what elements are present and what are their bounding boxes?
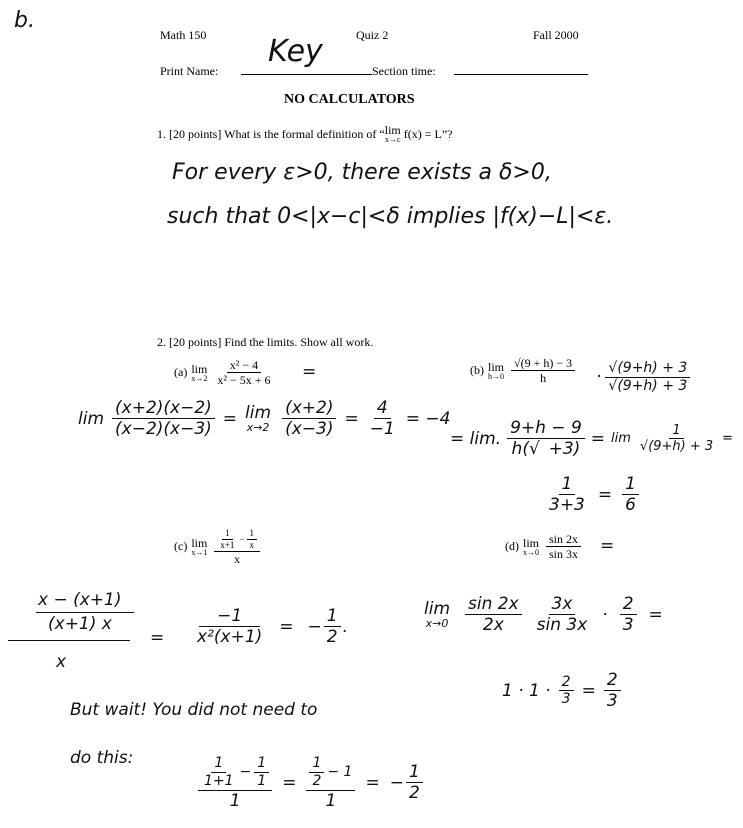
q2c-w1-main-bar <box>8 640 130 641</box>
q2a-lim-word: lim <box>191 361 208 376</box>
q2c-w3-half <box>309 755 324 790</box>
q2c-lim <box>191 537 207 557</box>
name-value: Key <box>268 34 323 69</box>
q2c-problem <box>174 528 260 566</box>
q2b-numerator: √(9 + h) − 3 <box>511 356 575 371</box>
q2c-w3-eq: = <box>282 772 297 793</box>
print-name-label: Print Name: <box>160 64 219 78</box>
q2c-note-line1: But wait! You did not need to <box>70 700 318 720</box>
q2c-w2-dot: . <box>342 616 348 637</box>
q2a-result: = −4 <box>405 408 451 429</box>
q2c-w2-fraction <box>194 606 265 648</box>
q2c-w1-mid: (x+1) x <box>48 614 112 634</box>
q2d-w1-f2-num: 3x <box>549 594 576 615</box>
q2d-fraction <box>546 532 581 562</box>
q2d-numerator: sin 2x <box>546 532 581 547</box>
q2c-w3-res-den: 2 <box>408 783 420 804</box>
section-time-underline <box>454 74 588 75</box>
q2c-num-a-d: x+1 <box>220 539 235 550</box>
q2d-w2-res-den: 3 <box>606 691 618 712</box>
term-label: Fall 2000 <box>533 28 579 42</box>
q2d-work-line2 <box>502 670 621 712</box>
q2c-w1-top: x − (x+1) <box>38 590 122 610</box>
course-label: Math 150 <box>160 28 207 42</box>
q2c-w1-inner-bar <box>36 612 134 613</box>
q2d-lim <box>523 537 539 557</box>
q2d-w2-f-num: 2 <box>559 674 574 692</box>
q2d-w2-result <box>604 670 621 712</box>
q2a-w1-den: (x−2)(x−3) <box>115 419 212 440</box>
q2a-w2-eq: = <box>344 408 359 429</box>
q2b-w2-eq: = <box>597 484 613 505</box>
q2d-w1-lim <box>424 598 451 630</box>
q2b-w2-result-den: 6 <box>625 495 636 516</box>
quiz-label: Quiz 2 <box>356 28 389 42</box>
q2c-w2 <box>194 606 348 648</box>
q2d-denominator: sin 3x <box>549 547 579 562</box>
q2c-w2-res-num: 1 <box>324 606 341 627</box>
q2d-lim-sub: x→0 <box>523 547 539 557</box>
q2b-conj-fraction <box>605 360 690 395</box>
q2c-numerator <box>214 528 260 552</box>
q2d-w1-f3-num: 2 <box>620 594 637 615</box>
q2a-w2-fraction <box>282 398 336 440</box>
q2b-lim <box>488 361 504 381</box>
q2b-w2-num: 1 <box>559 474 576 495</box>
q2c-w1-eq: = <box>150 628 165 648</box>
q2a-w1-fraction <box>112 398 215 440</box>
section-time-label: Section time: <box>372 64 436 78</box>
q2b-denominator: h <box>540 371 547 386</box>
q2c-w3-minus: − <box>239 763 252 780</box>
q2d-work-line1 <box>424 594 663 636</box>
q2a-w2-lim-word: lim <box>245 402 272 423</box>
q2a-w3-num: 4 <box>374 398 391 419</box>
q2a-lim-sub: x→2 <box>191 373 208 383</box>
q1-lim-word: lim <box>384 123 401 137</box>
q2c-num-frac-b <box>247 528 258 551</box>
q2c-w3-fraction <box>198 755 272 811</box>
q2c-w3-fraction2 <box>306 755 355 811</box>
q2a-label: (a) <box>174 365 188 380</box>
q2c-w2-res-sign: − <box>307 616 322 637</box>
q2d-w2-f-den: 3 <box>561 691 571 708</box>
q2b-work-line2 <box>546 474 639 516</box>
q2a-lim <box>191 363 207 383</box>
q2b-w1-eq2: = <box>722 431 734 447</box>
q2c-num-a-n: 1 <box>222 528 233 540</box>
q2c-w2-result <box>308 606 348 648</box>
q2b-w1-eq: = <box>590 428 606 449</box>
q2d-hw-equals: = <box>600 536 615 556</box>
q2a-w3-fraction <box>367 398 398 440</box>
q2d-w1-frac2 <box>534 594 591 636</box>
q2b-w2-fraction <box>546 474 588 516</box>
q2b-w1-num2: 1 <box>669 423 683 440</box>
q2c-num-minus: − <box>239 533 245 544</box>
q2d-w1-frac1 <box>465 594 522 636</box>
q2b-w1-den2: √(9+h) + 3 <box>639 439 714 455</box>
q2a-hw-equals: = <box>302 362 317 382</box>
name-underline <box>241 74 372 75</box>
q2b-fraction <box>511 356 575 386</box>
q1-prompt-post: f(x) = L”? <box>403 126 453 141</box>
q2a-numerator: x² − 4 <box>227 358 261 373</box>
q2c-w3 <box>198 752 423 811</box>
q2d-w1-f2-den: sin 3x <box>536 615 588 636</box>
q2a-w1-num: (x+2)(x−2) <box>112 398 215 419</box>
q2c-lim-sub: x→1 <box>191 547 208 557</box>
q2d-w2-pre: 1 · 1 · <box>502 680 551 701</box>
q2d-label: (d) <box>505 539 519 554</box>
q2d-w2-res-num: 2 <box>604 670 621 691</box>
q2a-problem <box>174 358 273 388</box>
q2a-w2-num: (x+2) <box>282 398 336 419</box>
q2b-w1-num: 9+h − 9 <box>507 418 585 439</box>
q2c-w3-n2-rest: − 1 <box>327 763 353 780</box>
q2d-w1-eq: = <box>648 604 663 625</box>
q1-lim <box>385 124 401 144</box>
q2c-lim-word: lim <box>191 535 208 550</box>
q1-answer-line1: For every ε>0, there exists a δ>0, <box>172 160 552 185</box>
q2b-conjugate <box>596 360 690 395</box>
q1-lim-sub: x→c <box>384 135 401 144</box>
q2d-w1-f1-num: sin 2x <box>465 594 522 615</box>
q2c-num-b-n: 1 <box>247 528 258 540</box>
q2b-conj-num: √(9+h) + 3 <box>605 360 690 378</box>
q2a-w3-den: −1 <box>369 419 395 440</box>
q2c-w3-res-frac <box>406 762 423 804</box>
q2c-w3-b-d: 1 <box>257 772 267 789</box>
q2c-w3-half-n: 1 <box>309 755 324 773</box>
q2a-work <box>78 398 450 440</box>
q2d-w1-lim-sub: x→0 <box>425 616 449 630</box>
q2b-conj-den: √(9+h) + 3 <box>608 377 688 394</box>
q2d-w1-f1-den: 2x <box>482 615 504 636</box>
q2a-w1-eq: = <box>222 408 238 429</box>
q2c-num-frac-a <box>217 528 237 551</box>
q2d-w1-frac3 <box>620 594 637 636</box>
q2b-w1-lim: lim <box>611 431 631 447</box>
corner-mark: b. <box>14 8 35 33</box>
q2c-fraction <box>214 528 260 566</box>
q2b-label: (b) <box>470 363 484 378</box>
q2d-w2-eq: = <box>581 680 596 701</box>
q2c-w3-num <box>198 755 272 791</box>
q2c-w3-a <box>201 755 237 790</box>
q2b-w1-fraction2 <box>637 423 716 455</box>
q2c-w3-result <box>390 762 423 804</box>
q2b-w1-den: h(√ +3) <box>511 439 581 460</box>
q2c-w3-a-d: 1+1 <box>204 772 234 789</box>
q2c-w2-num: −1 <box>199 606 260 627</box>
q2c-w3-b-n: 1 <box>254 755 269 773</box>
q2b-w2-result-num: 1 <box>622 474 639 495</box>
q2b-w1-fraction <box>507 418 585 460</box>
q2b-problem <box>470 356 575 386</box>
q2c-w3-res-sign: − <box>389 772 404 793</box>
q2d-w1-dot: · <box>602 604 608 625</box>
q2c-num-b-d: x <box>249 539 254 550</box>
q2d-w1-lim-word: lim <box>424 598 451 619</box>
q1-prompt-pre: 1. [20 points] What is the formal definition of “ <box>157 126 385 141</box>
q1-prompt <box>157 124 453 144</box>
q2-prompt: 2. [20 points] Find the limits. Show all work. <box>157 335 374 349</box>
q2d-problem <box>505 532 581 562</box>
q2a-w2-lim-sub: x→2 <box>246 420 270 434</box>
q2b-dot: · <box>596 367 602 388</box>
q2a-w2-den: (x−3) <box>285 419 334 440</box>
q2c-w2-den: x²(x+1) <box>197 627 263 648</box>
q2d-w1-f3-den: 3 <box>622 615 634 636</box>
q2c-w3-b <box>254 755 269 790</box>
q2c-w3-eq2: = <box>365 772 380 793</box>
q2c-note-line2: do this: <box>70 748 134 768</box>
q1-answer-line2: such that 0<|x−c|<δ implies |f(x)−L|<ε. <box>167 204 614 229</box>
q2d-lim-word: lim <box>523 535 540 550</box>
q2c-w3-a-n: 1 <box>211 755 226 773</box>
q2b-w1-pre: = lim. <box>450 428 502 449</box>
q2b-lim-word: lim <box>488 359 505 374</box>
q2c-w3-den2: 1 <box>325 790 337 811</box>
q2b-lim-sub: h→0 <box>488 371 504 381</box>
q2b-w2-result <box>622 474 639 516</box>
q2b-w2-den: 3+3 <box>549 495 585 516</box>
q2c-label: (c) <box>174 539 188 554</box>
q2c-w2-res-den: 2 <box>326 627 338 648</box>
q2c-w3-half-d: 2 <box>312 772 322 789</box>
q2a-w2-lim <box>245 402 272 434</box>
q2a-denominator: x² − 5x + 6 <box>217 373 271 388</box>
q2c-w3-den: 1 <box>229 790 241 811</box>
q2a-fraction <box>214 358 273 388</box>
q2c-w3-res-num: 1 <box>406 762 423 783</box>
q2a-w1-lim: lim <box>78 408 105 429</box>
q2d-w2-frac <box>559 674 574 709</box>
q2c-denominator: x <box>234 551 241 566</box>
q2c-w1-bot: x <box>56 652 67 672</box>
q2c-w2-eq: = <box>279 616 294 637</box>
q2c-w2-res-frac <box>324 606 341 648</box>
q2c-w3-num2 <box>306 755 355 791</box>
q2b-work-line1 <box>450 418 733 460</box>
no-calculators-banner: NO CALCULATORS <box>284 92 415 107</box>
